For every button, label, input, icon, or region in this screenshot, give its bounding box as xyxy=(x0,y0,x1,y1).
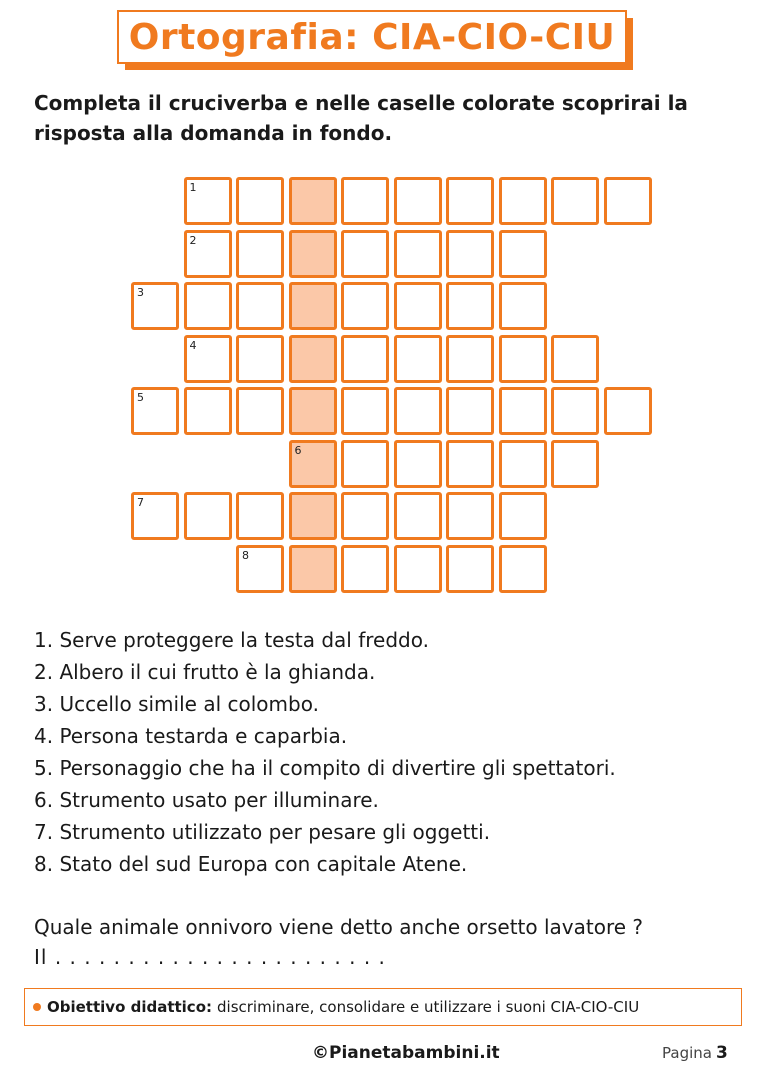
crossword-cell-highlighted[interactable] xyxy=(289,492,337,540)
crossword-cell-highlighted[interactable] xyxy=(289,387,337,435)
question-text: Quale animale onnivoro viene detto anche orsetto lavatore ? xyxy=(34,915,644,939)
crossword-cell[interactable] xyxy=(446,177,494,225)
crossword-cell[interactable] xyxy=(236,230,284,278)
crossword-cell[interactable] xyxy=(184,230,232,278)
crossword-cell[interactable] xyxy=(394,440,442,488)
crossword-cell[interactable] xyxy=(551,177,599,225)
crossword-cell[interactable] xyxy=(499,387,547,435)
crossword-cell-highlighted[interactable] xyxy=(289,230,337,278)
crossword-cell[interactable] xyxy=(131,282,179,330)
objective-text: discriminare, consolidare e utilizzare i suoni CIA-CIO-CIU xyxy=(217,998,640,1016)
objective-box xyxy=(24,988,742,1026)
crossword-cell[interactable] xyxy=(551,335,599,383)
crossword-cell[interactable] xyxy=(394,545,442,593)
crossword-cell[interactable] xyxy=(184,177,232,225)
crossword-cell[interactable] xyxy=(446,335,494,383)
clue-number: 2 xyxy=(189,233,197,247)
clue-item: 1. Serve proteggere la testa dal freddo. xyxy=(34,628,429,652)
crossword-cell[interactable] xyxy=(236,282,284,330)
clue-item: 4. Persona testarda e caparbia. xyxy=(34,724,348,748)
crossword-cell[interactable] xyxy=(604,177,652,225)
crossword-cell[interactable] xyxy=(341,545,389,593)
bullet-icon xyxy=(33,1003,41,1011)
footer-page xyxy=(662,1043,728,1063)
crossword-cell[interactable] xyxy=(341,282,389,330)
crossword-cell[interactable] xyxy=(499,282,547,330)
clue-number: 1 xyxy=(189,181,197,194)
instructions: Completa il cruciverba e nelle caselle colorate scoprirai la risposta alla domanda in fondo. xyxy=(34,91,688,145)
crossword-cell-highlighted[interactable] xyxy=(289,545,337,593)
crossword-cell[interactable] xyxy=(499,177,547,225)
crossword-cell-highlighted[interactable] xyxy=(289,335,337,383)
clue-number: 3 xyxy=(137,286,144,299)
crossword-cell[interactable] xyxy=(236,492,284,540)
title-banner xyxy=(117,10,635,70)
crossword-cell[interactable] xyxy=(236,545,284,593)
page-number: 3 xyxy=(715,1043,728,1063)
question-block xyxy=(34,912,643,972)
title-box xyxy=(117,10,627,64)
crossword-cell[interactable] xyxy=(499,492,547,540)
crossword-cell[interactable] xyxy=(551,440,599,488)
crossword-cell[interactable] xyxy=(341,492,389,540)
clue-item: 5. Personaggio che ha il compito di divertire gli spettatori. xyxy=(34,756,616,780)
page-label: Pagina xyxy=(662,1044,712,1062)
crossword-cell[interactable] xyxy=(446,387,494,435)
clue-number: 4 xyxy=(189,338,197,352)
crossword-cell[interactable] xyxy=(499,230,547,278)
crossword-cell[interactable] xyxy=(499,335,547,383)
clue-list xyxy=(34,624,616,880)
crossword-cell[interactable] xyxy=(131,387,179,435)
footer-brand: ©Pianetabambini.it xyxy=(312,1043,500,1063)
crossword-cell[interactable] xyxy=(394,282,442,330)
crossword-cell[interactable] xyxy=(236,387,284,435)
crossword-cell[interactable] xyxy=(184,387,232,435)
crossword-cell[interactable] xyxy=(236,335,284,383)
crossword-cell[interactable] xyxy=(394,335,442,383)
crossword-cell[interactable] xyxy=(131,492,179,540)
crossword-cell[interactable] xyxy=(236,177,284,225)
crossword-cell-highlighted[interactable] xyxy=(289,440,337,488)
crossword-cell[interactable] xyxy=(341,387,389,435)
clue-number: 7 xyxy=(137,496,144,509)
clue-item: 2. Albero il cui frutto è la ghianda. xyxy=(34,660,376,684)
crossword-cell-highlighted[interactable] xyxy=(289,282,337,330)
crossword-cell[interactable] xyxy=(341,440,389,488)
crossword-cell[interactable] xyxy=(446,545,494,593)
crossword-cell[interactable] xyxy=(341,177,389,225)
crossword-cell[interactable] xyxy=(604,387,652,435)
crossword-cell[interactable] xyxy=(394,230,442,278)
crossword-cell[interactable] xyxy=(184,335,232,383)
clue-number: 5 xyxy=(137,391,144,404)
crossword-cell[interactable] xyxy=(394,177,442,225)
crossword-cell[interactable] xyxy=(446,440,494,488)
crossword-cell[interactable] xyxy=(184,492,232,540)
clue-number: 6 xyxy=(294,443,302,457)
crossword-cell[interactable] xyxy=(394,387,442,435)
crossword-cell[interactable] xyxy=(499,440,547,488)
clue-item: 6. Strumento usato per illuminare. xyxy=(34,788,379,812)
clue-item: 3. Uccello simile al colombo. xyxy=(34,692,319,716)
crossword-cell[interactable] xyxy=(499,545,547,593)
crossword-cell[interactable] xyxy=(184,282,232,330)
crossword-cell[interactable] xyxy=(394,492,442,540)
crossword-cell[interactable] xyxy=(446,282,494,330)
clue-item: 8. Stato del sud Europa con capitale Atene. xyxy=(34,852,468,876)
answer-line: Il . . . . . . . . . . . . . . . . . . . . . . . xyxy=(34,945,386,969)
objective-label: Obiettivo didattico: xyxy=(47,998,213,1016)
page-title: Ortografia: CIA-CIO-CIU xyxy=(128,16,616,58)
crossword-cell[interactable] xyxy=(446,230,494,278)
crossword-cell[interactable] xyxy=(551,387,599,435)
crossword-cell[interactable] xyxy=(341,335,389,383)
crossword-cell-highlighted[interactable] xyxy=(289,177,337,225)
crossword-cell[interactable] xyxy=(446,492,494,540)
crossword-cell[interactable] xyxy=(341,230,389,278)
clue-item: 7. Strumento utilizzato per pesare gli oggetti. xyxy=(34,820,491,844)
clue-number: 8 xyxy=(242,548,249,562)
